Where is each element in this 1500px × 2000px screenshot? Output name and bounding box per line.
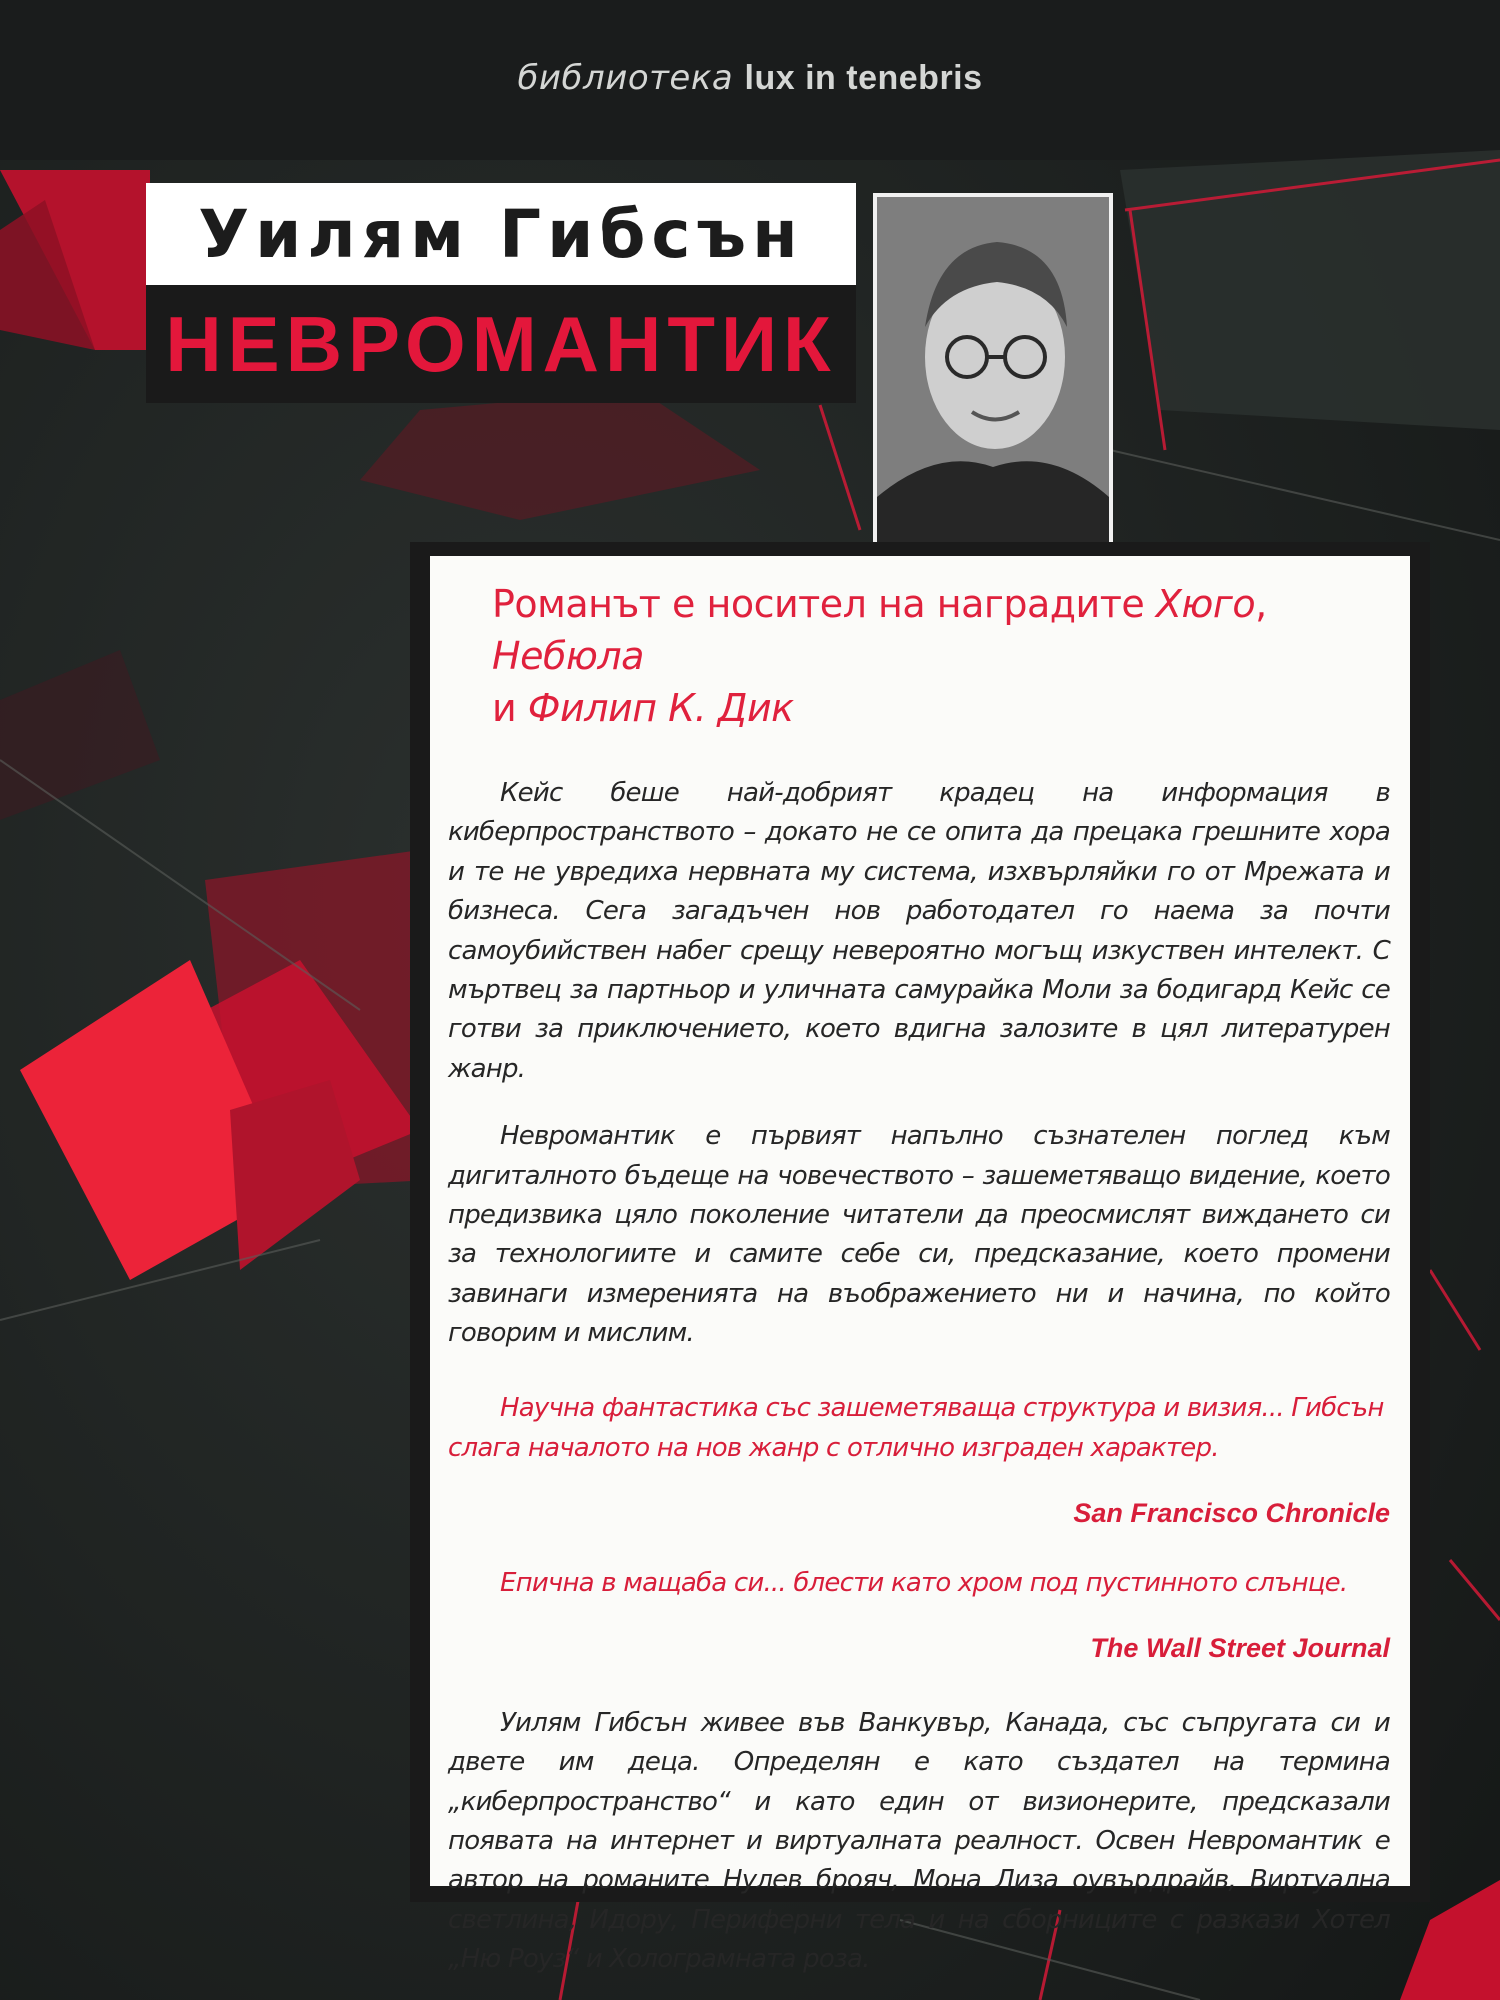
series-brand: lux in tenebris — [744, 59, 983, 97]
review-source: San Francisco Chronicle — [1073, 1497, 1390, 1528]
series-name — [0, 58, 1500, 98]
blurb-paragraph-2-text: е първият напълно съзнателен поглед към дигиталното бъдеще на човечеството – зашеметяващо видение, което предизвика цяло поколение читатели да преосмислят виждането си за технологиите и самите себе си, предсказание, което промени завинаги измеренията на въображението ни и начина, по който говорим и мислим. — [448, 1121, 1390, 1349]
award-philip-k-dick: Филип К. Дик — [527, 686, 794, 730]
review-quote: Научна фантастика със зашеметяваща структура и визия... Гибсън слага началото на нов жанр с отлично изграден характер. — [448, 1392, 1384, 1463]
blurb-paragraph-1: Кейс беше най-добрият крадец на информация в киберпространството – докато не се опита да прецака грешните хора и те не увредиха нервната му система, изхвърляйки го от Мрежата и бизнеса. Сега загадъчен нов работодател го наема за почти самоубийствен набег срещу невероятно могъщ изкуствен интелект. С мъртвец за партньор и уличната самурайка Моли за бодигард Кейс се готви за приключението, което вдигна залозите в цял литературен жанр. — [448, 778, 1390, 1084]
series-prefix: библиотека — [517, 58, 734, 98]
bio-book-title: Хотел „Ню Роуз“ — [448, 1904, 1390, 1975]
bio-book-title: Холограмната роза — [609, 1944, 863, 1975]
author-name: Уилям Гибсън — [198, 195, 804, 273]
book-title: НЕВРОМАНТИК — [165, 299, 837, 388]
bio-text: Уилям Гибсън живее във Ванкувър, Канада, със съпругата си и двете им деца. Определян е като създател на термина „киберпространство“ и като един от визионерите, предсказали появата на интернет и виртуалната реалност. Освен — [448, 1707, 1390, 1856]
bio-text: и на сборниците с разкази — [915, 1904, 1313, 1935]
author-portrait-illustration — [877, 197, 1109, 552]
author-photo — [873, 193, 1113, 556]
title-band — [146, 285, 856, 403]
review-source: The Wall Street Journal — [1090, 1632, 1390, 1663]
back-cover-text — [430, 556, 1410, 1975]
blurb-title-mention: Невромантик — [500, 1121, 675, 1152]
award-text: Романът е носител на наградите — [492, 582, 1145, 626]
author-bio — [430, 1704, 1390, 1980]
bio-text: . — [862, 1944, 870, 1975]
review-quote: Епична в мащаба си... блести като хром под пустинното слънце. — [500, 1567, 1348, 1598]
bio-text: и — [578, 1944, 610, 1975]
bio-text: е автор на романите — [448, 1825, 1390, 1896]
award-and: и — [492, 686, 517, 730]
award-separator: , — [1255, 582, 1267, 626]
blurb-paragraph-2 — [430, 1117, 1390, 1353]
bio-book-titles: Нулев брояч, Мона Лиза оувърдрайв, Виртуална светлина, Идору, Периферни тела — [448, 1865, 1390, 1935]
award-nebula: Небюла — [492, 634, 644, 678]
bio-book-title: Невромантик — [1187, 1825, 1363, 1856]
awards-line — [492, 578, 1390, 734]
award-hugo: Хюго — [1155, 582, 1256, 626]
author-box — [146, 183, 856, 285]
